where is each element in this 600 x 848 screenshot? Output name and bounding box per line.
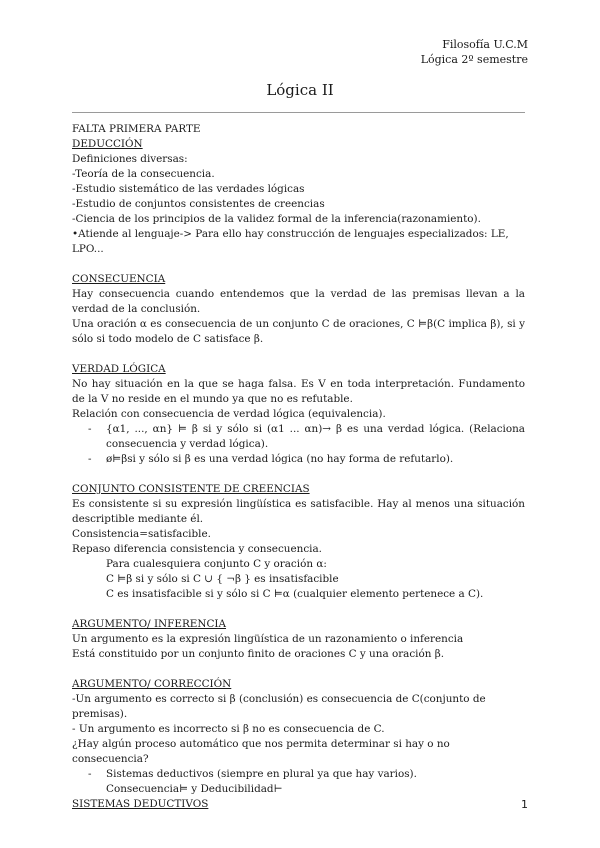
deduccion-line: -Estudio sistemático de las verdades lógicas bbox=[72, 183, 305, 195]
verdad-heading: VERDAD LÓGICA bbox=[72, 363, 166, 375]
header-line-1: Filosofía U.C.M bbox=[442, 38, 528, 51]
page-header bbox=[421, 37, 528, 67]
verdad-paragraph: No hay situación en la que se haga falsa. Es V en toda interpretación. Fundamento de la V no reside en el mundo ya que no es refutable. bbox=[72, 378, 525, 405]
deduccion-line: -Ciencia de los principios de la validez formal de la inferencia(razonamiento). bbox=[72, 213, 481, 225]
conjunto-paragraph: Repaso diferencia consistencia y consecuencia. bbox=[72, 543, 322, 555]
correccion-line: - Un argumento es incorrecto si β no es consecuencia de C. bbox=[72, 723, 385, 735]
conjunto-paragraph: Consistencia=satisfacible. bbox=[72, 528, 211, 540]
correccion-heading: ARGUMENTO/ CORRECCIÓN bbox=[72, 678, 232, 690]
correccion-line: -Un argumento es correcto si β (conclusión) es consecuencia de C(conjunto de premisas). bbox=[72, 693, 486, 720]
page-title: Lógica II bbox=[266, 81, 334, 99]
deduccion-line: -Teoría de la consecuencia. bbox=[72, 168, 215, 180]
header-line-2: Lógica 2º semestre bbox=[420, 53, 528, 66]
verdad-list-item: - ø⊨βsi y sólo si β es una verdad lógica (no hay forma de refutarlo). bbox=[72, 452, 525, 467]
correccion-indented-line: Consecuencia⊨ y Deducibilidad⊢ bbox=[106, 783, 283, 795]
deduccion-line: •Atiende al lenguaje-> Para ello hay construcción de lenguajes especializados: LE, LPO... bbox=[72, 228, 509, 255]
argumento-heading: ARGUMENTO/ INFERENCIA bbox=[72, 618, 227, 630]
deduccion-line: Definiciones diversas: bbox=[72, 153, 188, 165]
conjunto-indented-line: C es insatisfacible si y sólo si C ⊨α (cualquier elemento pertenece a C). bbox=[106, 588, 484, 600]
conjunto-indented-line: Para cualesquiera conjunto C y oración α: bbox=[106, 558, 327, 570]
falta-note: FALTA PRIMERA PARTE bbox=[72, 123, 201, 135]
verdad-paragraph: Relación con consecuencia de verdad lógica (equivalencia). bbox=[72, 408, 386, 420]
consecuencia-heading: CONSECUENCIA bbox=[72, 273, 166, 285]
correccion-list-item: - Sistemas deductivos (siempre en plural ya que hay varios). bbox=[72, 767, 525, 782]
conjunto-paragraph: Es consistente si su expresión lingüística es satisfacible. Hay al menos una situación descriptible mediante él. bbox=[72, 498, 525, 525]
deduccion-line: -Estudio de conjuntos consistentes de creencias bbox=[72, 198, 325, 210]
sistemas-heading: SISTEMAS DEDUCTIVOS bbox=[72, 798, 209, 810]
deduccion-heading: DEDUCCIÓN bbox=[72, 138, 143, 150]
argumento-line: Un argumento es la expresión lingüística de un razonamiento o inferencia bbox=[72, 633, 464, 645]
correccion-line: ¿Hay algún proceso automático que nos permita determinar si hay o no consecuencia? bbox=[72, 738, 450, 765]
verdad-list-item: - {α1, ..., αn} ⊨ β si y sólo si (α1 ... αn)→ β es una verdad lógica. (Relaciona consecuencia y verdad lógica). bbox=[72, 422, 525, 452]
conjunto-heading: CONJUNTO CONSISTENTE DE CREENCIAS bbox=[72, 483, 310, 495]
title-divider bbox=[72, 112, 525, 113]
argumento-line: Está constituido por un conjunto finito de oraciones C y una oración β. bbox=[72, 648, 445, 660]
consecuencia-paragraph: Hay consecuencia cuando entendemos que la verdad de las premisas llevan a la verdad de la conclusión. bbox=[72, 288, 525, 315]
consecuencia-paragraph: Una oración α es consecuencia de un conjunto C de oraciones, C ⊨β(C implica β), si y sólo si todo modelo de C satisface β. bbox=[72, 318, 525, 345]
document-body bbox=[72, 122, 525, 812]
page-number: 1 bbox=[521, 798, 528, 811]
conjunto-indented-line: C ⊨β si y sólo si C ∪ { ¬β } es insatisfacible bbox=[106, 573, 339, 585]
